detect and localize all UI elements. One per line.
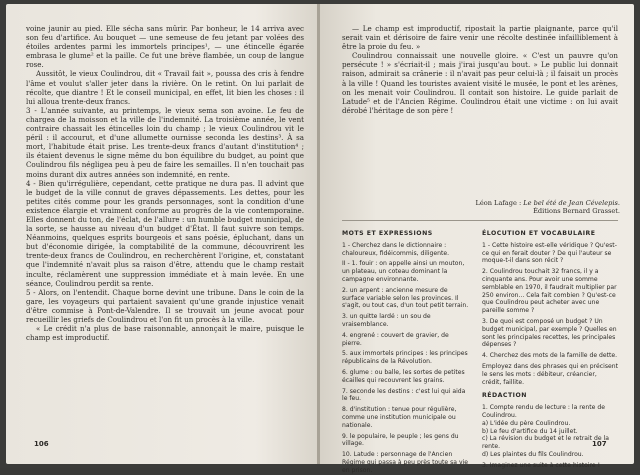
list-item: 1 - Cherchez dans le dictionnaire : chaloureux, fidéicommis, diligente.: [342, 241, 450, 257]
left-page-text: [26, 24, 304, 342]
paragraph: — Le champ est improductif, ripostait la partie plaignante, parce qu'il serait vain et dérisoire de faire venir une récolte destinée infailliblement à être la proie du feu. »: [342, 24, 618, 52]
list-item: d) Les plaintes du fils Coulindrou.: [482, 450, 584, 458]
list-item: II - 1. fouir : on appelle ainsi un mouton, un plateau, un coteau dominant la campagne environnante.: [342, 260, 465, 283]
list-item: 4. engrené : couvert de gravier, de pierre.: [342, 331, 449, 347]
paragraph: Aussitôt, le vieux Coulindrou, dit « Travail fait », poussa des cris à fendre l'âme et voulut s'aller jeter dans la rivière. On le retint. On lui parlait de récolte, que diantre ! Et le conseil municipal, en effet, lit bien les choses : il lui alloua trente-deux francs.: [26, 69, 304, 106]
paragraph: Coulindrou connaissait une nouvelle gloire. « C'est un pauvre qu'on persécute ! » s'écriait-il ; mais j'irai jusqu'au bout. » Le public lui donnait raison, admirait sa crânerie : il n'avait pas peur celui-là ; il faisait un procès à la ville ! Quand les touristes avaient visité le musée, le pont et les arènes, on les menait voir Coulindrou. Il contait son histoire. Le guide parlait de Latude⁵ et de l'Ancien Régime. Coulindrou était une victime : on lui avait dérobé l'héritage de son père !: [342, 51, 618, 115]
page-number-left: 106: [34, 440, 49, 448]
list-item: 10. Latude : personnage de l'Ancien Régime qui passa à peu près toute sa vie en prison.: [342, 451, 469, 474]
divider: [342, 220, 618, 221]
section-heading: MOTS ET EXPRESSIONS: [342, 230, 433, 237]
paragraph: 3 - L'année suivante, au printemps, le vieux sema son avoine. Le feu de chargea de la moisson et la ville de l'indemnité. La troisième année, le vent contraire chassait les étincelles loin du champ ; le vieux Coulindrou vit le péril : il accourut, et d'une allumette ournisse seconda les destins³. À sa mort, l'habitude était prise. Les trente-deux francs d'autant d'institution⁴ ; ils étaient devenus le signe même du bon équilibre du budget, au point que Coulindrou fils négligea peu à peu de faire les semailles. Il n'en touchait pas moins durant dix autres années son indemnité, en rente.: [26, 105, 304, 179]
citation-title: Le bel été de Jean Cévelepis.: [523, 199, 620, 207]
right-page-text: [342, 24, 618, 115]
list-item: 1 - Cette histoire est-elle véridique ? Qu'est-ce qui en ferait douter ? De qui l'auteur se moque-t-il dans son récit ?: [482, 241, 617, 265]
list-item: 2. Coulindrou touchait 32 francs, il y a cinquante ans. Pour avoir une somme semblable en 1970, il faudrait multiplier par 250 environ... Cela fait combien ? Qu'est-ce que Coulindrou peut acheter avec une pareille somme ?: [482, 268, 617, 315]
list-item: 5. aux immortels principes : les principes républicains de la Révolution.: [342, 350, 468, 366]
list-item: 4. Cherchez des mots de la famille de dette.: [482, 352, 618, 360]
page-number-right: 107: [592, 440, 607, 448]
paragraph: « Le crédit n'a plus de base raisonnable, annonçait le maire, puisque le champ est improductif.: [26, 324, 304, 343]
list-item: a) L'idée du père Coulindrou.: [482, 419, 571, 427]
citation: [420, 199, 620, 216]
list-item: Employez dans des phrases qui en précisent le sens les mots : débiteur, créancier, crédit, faillite.: [482, 362, 618, 386]
list-item: c) La révision du budget et le retrait de la rente.: [482, 435, 609, 451]
list-item: b) Le feu d'artifice du 14 juillet.: [482, 427, 578, 435]
elocution-section: [482, 230, 618, 470]
left-page: [6, 4, 318, 464]
right-page: [320, 4, 634, 474]
paragraph: voine jaunir au pied. Elle sécha sans mûrir. Par bonheur, le 14 arriva avec son feu d'artifice. Au bouquet — une semeuse de feu jetant par volées des étoiles ardentes parmi les immortels principes¹, — une étincelle égarée embrasa le glume² et la paille. Ce fut une brève flambée, un coup de langue rose.: [26, 24, 304, 70]
redaction-section: [482, 392, 618, 469]
section-heading: ÉLOCUTION ET VOCABULAIRE: [482, 230, 596, 237]
list-item: 9. le populaire, le peuple ; les gens du village.: [342, 432, 459, 448]
list-item: 3. un quitte lardé : un sou de vraisemblance.: [342, 313, 431, 328]
mots-section: [342, 230, 470, 475]
section-heading: RÉDACTION: [482, 392, 527, 400]
list-item: 1. Compte rendu de lecture : la rente de Coulindrou.: [482, 404, 605, 419]
list-item: 3. De quoi est composé un budget ? Un budget municipal, par exemple ? Quelles en sont les principales recettes, les principales dépenses ?: [482, 317, 617, 349]
list-item: 2. un arpent : ancienne mesure de surface variable selon les provinces. Il s'agit, ou tout cas, d'un tout petit terrain.: [342, 286, 469, 310]
citation-author: Léon Lafage :: [475, 199, 522, 207]
list-item: 8. d'institution : tenue pour régulière, comme une institution municipale ou nationale.: [342, 406, 457, 429]
paragraph: 5 - Alors, on l'entendit. Chaque borne devint une tribune. Dans le coin de la gare, les voyageurs qui partaient savaient qu'une grande injustice venait d'être commise à Pont-de-Valendre. Il se trouvait un jeune avocat pour recueillir les griefs de Coulindrou et l'on fit un procès à la ville.: [26, 287, 304, 324]
list-item: 3. Imaginez une suite à cette histoire !: [482, 461, 601, 469]
paragraph: 4 - Bien qu'irrégulière, cependant, cette pratique ne dura pas. Il advint que le budget de la ville connut de graves dépassements. Les dettes, pour les petites cités comme pour les grands personnages, sont la condition d'une existence élargie et vraiment conforme au progrès de la vie contemporaine. Elles donnent du ton, de l'éclat, de l'allure : un humble budget municipal, de la sorte, se hausse au niveau d'un budget d'État. Il faut suivre son temps. Néanmoins, quelques esprits bourgeois et sans poésie, épluchant, dans un but d'économie dirigée, la comptabilité de la commune, découvrirent les trente-deux francs de Coulindrou, en recherchèrent l'origine, et, constatant que l'indemnité n'avait plus sa raison d'être, attendu que le champ restait inculte, réclamèrent une suppression immédiate et à main levée. En une séance, Coulindrou perdit sa rente.: [26, 178, 304, 288]
citation-publisher: Éditions Bernard Grasset.: [533, 207, 620, 216]
list-item: 7. seconde les destins : c'est lui qui aida le feu.: [342, 387, 466, 403]
list-item: 6. glume : ou balle, les sortes de petites écailles qui recouvrent les grains.: [342, 368, 465, 384]
